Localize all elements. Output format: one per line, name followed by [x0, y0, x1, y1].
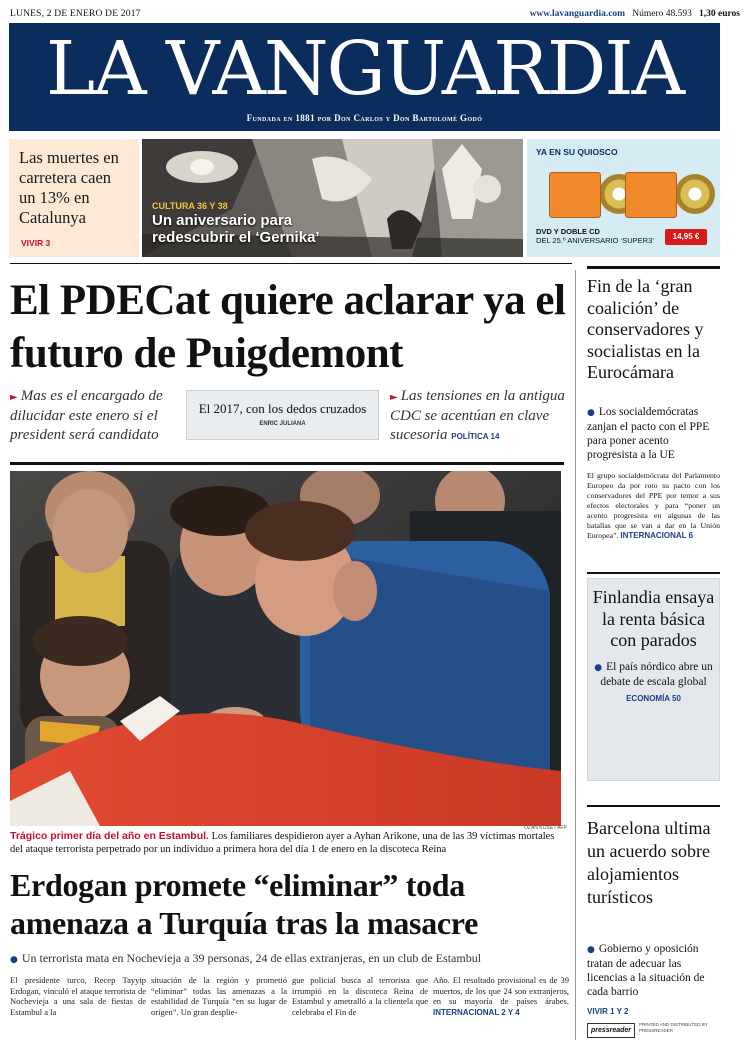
teaser-dvd-promo[interactable] — [527, 139, 720, 257]
masthead — [9, 23, 720, 131]
funeral-photo-image — [10, 471, 561, 826]
issue-price: 1,30 euros — [699, 9, 740, 19]
funeral-photo — [10, 471, 561, 826]
issue-number: Número 48.593 — [632, 9, 692, 19]
main-headline[interactable]: El PDECat quiere aclarar ya el futuro de Puigdemont — [10, 277, 566, 377]
opinion-box-author: ENRIC JULIANA — [259, 421, 306, 427]
founded-line: Fundada en 1881 por Don Carlos y Don Bartolomé Godó — [246, 113, 483, 123]
erdogan-body-col1: El presidente turco, Recep Tayyip Erdogan, vinculó el ataque terrorista de Nochevieja a una sala de fiestas de Estambul a la — [10, 975, 146, 1017]
divider — [10, 462, 564, 465]
divider — [587, 805, 720, 807]
divider — [10, 263, 572, 264]
erdogan-section[interactable]: INTERNACIONAL 2 Y 4 — [433, 1007, 520, 1017]
eurocamara-bullet: ● Los socialdemócratas zanjan el pacto con el PPE para poner acento progresista a la UE — [587, 406, 710, 461]
cd-disc-icon — [675, 174, 715, 214]
teaser-gernika-kicker: CULTURA 36 Y 38 — [152, 201, 228, 211]
cd-cover-image — [625, 172, 677, 218]
barcelona-section[interactable]: VIVIR 1 Y 2 — [587, 1007, 629, 1016]
promo-label: YA EN SU QUIOSCO — [536, 147, 618, 157]
divider — [587, 266, 720, 269]
main-deck-section[interactable]: POLÍTICA 14 — [451, 432, 500, 441]
teaser-road-deaths[interactable] — [9, 139, 139, 257]
column-divider — [575, 270, 576, 1040]
bullet-dot-icon: ● — [587, 408, 595, 418]
erdogan-headline[interactable]: Erdogan promete “eliminar” toda amenaza a Turquía tras la masacre — [10, 867, 479, 941]
opinion-box[interactable] — [186, 390, 379, 440]
erdogan-body-col3: gue policial busca al terrorista que irrumpió en la discoteca Reina de Estambul y ametralló a la clientela que celebraba el Fin de — [292, 975, 428, 1017]
barcelona-bullet: ● Gobierno y oposición tratan de adecuar las licencias a la situación de cada barrio — [587, 943, 705, 998]
finlandia-bullet: ● El país nórdico abre un debate de escala global — [594, 660, 713, 688]
teaser-road-deaths-section: VIVIR 3 — [21, 238, 51, 248]
photo-caption-text: Los familiares despidieron ayer a Ayhan Arikone, una de las 39 víctimas mortales del ataque terrorista perpetrado por un individuo a primera hora del día 1 de enero en la discoteca Reina — [10, 831, 555, 855]
finlandia-section[interactable]: ECONOMÍA 50 — [626, 693, 681, 703]
divider — [587, 572, 720, 574]
promo-line2: DEL 25.º ANIVERSARIO ‘SUPER3’ — [536, 236, 654, 245]
promo-price-badge: 14,95 € — [665, 229, 707, 245]
arrow-bullet-icon: ► — [390, 392, 398, 403]
teaser-gernika[interactable] — [142, 139, 523, 257]
issue-date: LUNES, 2 DE ENERO DE 2017 — [10, 9, 141, 19]
pressreader-note: PRINTED AND DISTRIBUTED BY PRESSREADER — [639, 1022, 708, 1033]
teaser-road-deaths-text: Las muertes en carretera caen un 13% en Catalunya — [19, 148, 119, 227]
newspaper-title: LA VANGUARDIA — [45, 26, 684, 112]
barcelona-headline[interactable]: Barcelona ultima un acuerdo sobre alojamientos turísticos — [587, 818, 711, 907]
website-link[interactable]: www.lavanguardia.com — [529, 9, 626, 19]
photo-caption — [10, 830, 562, 856]
promo-line1: DVD Y DOBLE CD — [536, 227, 600, 236]
opinion-box-title: El 2017, con los dedos cruzados — [198, 401, 367, 416]
bullet-dot-icon: ● — [587, 945, 595, 955]
finlandia-box[interactable] — [587, 578, 720, 781]
main-deck-left: ► Mas es el encargado de dilucidar este enero si el president será candidato — [10, 388, 163, 443]
erdogan-deck: ● Un terrorista mata en Nochevieja a 39 personas, 24 de ellas extranjeras, en un club de Estambul — [10, 951, 482, 965]
pressreader-logo: pressreader — [587, 1023, 635, 1038]
arrow-bullet-icon: ► — [10, 392, 18, 403]
eurocamara-headline[interactable]: Fin de la ‘gran coalición’ de conservadores y socialistas en la Eurocámara — [587, 276, 704, 382]
top-info-line — [10, 8, 740, 22]
finlandia-headline: Finlandia ensaya la renta básica con parados — [592, 587, 715, 650]
main-deck-right: ► Las tensiones en la antigua CDC se acentúan en clave sucesoria POLÍTICA 14 — [390, 388, 565, 443]
photo-caption-kicker: Trágico primer día del año en Estambul. — [10, 830, 209, 842]
eurocamara-body: El grupo socialdemócrata del Parlamento Europeo da por roto su pacto con los conservadores del PPE por temor a sus efectos electorales y para “poner un acento progresista en algunas de las batallas que se van a dar en la Unión Europea”. INTERNACIONAL 6 — [587, 471, 720, 540]
dvd-cover-image — [549, 172, 601, 218]
teaser-gernika-headline: Un aniversario para redescubrir el ‘Gernika’ — [152, 212, 320, 246]
erdogan-body-col2: situación de la región y prometió “eliminar” todas las amenazas a la estabilidad de Turquía “en su lugar de origen”. Un gran desplie- — [151, 975, 287, 1017]
bullet-dot-icon: ● — [10, 955, 18, 965]
bullet-dot-icon: ● — [594, 662, 603, 673]
photo-credit: OZAN KOSE / AFP — [524, 825, 567, 831]
eurocamara-section[interactable]: INTERNACIONAL 6 — [620, 531, 694, 540]
erdogan-body-col4: Año. El resultado provisional es de 39 muertos, de los que 24 son extranjeros, en su mayoría de países árabes. INTERNACIONAL 2 Y 4 — [433, 975, 569, 1017]
